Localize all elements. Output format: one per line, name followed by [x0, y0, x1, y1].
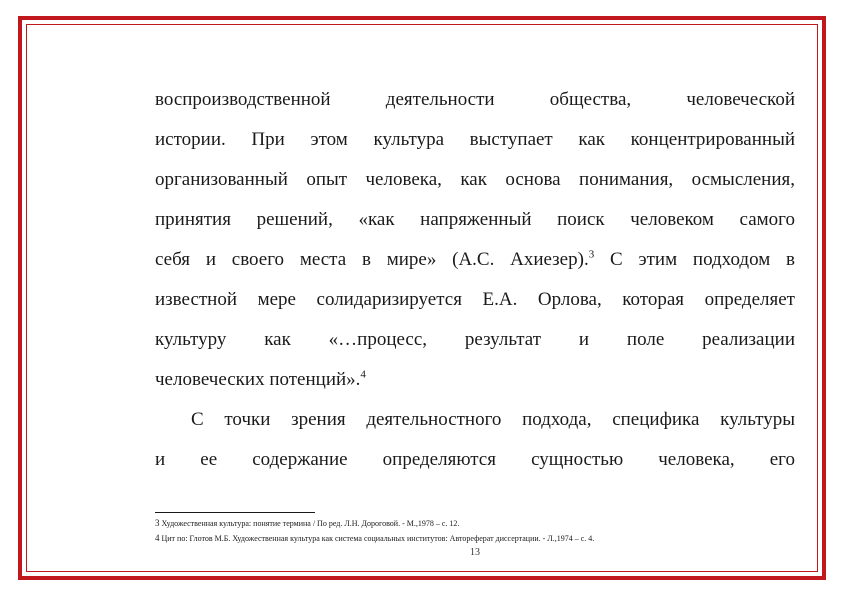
- text-line: организованный опыт человека, как основа понимания, осмысления,: [155, 169, 795, 190]
- body-text: [155, 88, 795, 478]
- footnote: [155, 533, 795, 544]
- footnote-separator: [155, 512, 315, 513]
- text-line: и ее содержание определяются сущностью человека, его: [155, 449, 795, 470]
- footnote-ref[interactable]: 4: [360, 368, 366, 381]
- text-line: воспроизводственной деятельности общества, человеческой: [155, 89, 795, 110]
- footnote-ref[interactable]: 3: [588, 248, 595, 261]
- footnote-text: Художественная культура: понятие термина / По ред. Л.Н. Дороговой. - М.,1978 – с. 12.: [161, 519, 460, 528]
- text-line: человеческих потенций».$^4$: [155, 368, 366, 390]
- text-line: принятия решений, «как напряженный поиск человеком самого: [155, 209, 795, 230]
- page-number: 13: [470, 547, 480, 558]
- text-line: себя и своего места в мире» (А.С. Ахиезер).$^3$ С этим подходом в: [155, 248, 796, 270]
- footnote-number: 3: [155, 518, 160, 528]
- footnote-number: 4: [155, 533, 160, 543]
- text-line: культуру как «…процесс, результат и поле реализации: [155, 329, 795, 350]
- text-line: истории. При этом культура выступает как концентрированный: [155, 129, 795, 150]
- footnote-text: Цит по: Глотов М.Б. Художественная культура как система социальных институтов: Автореферат диссертации. - Л.,1974 – с. 4.: [161, 534, 595, 543]
- paragraph-start-line: С точки зрения деятельностного подхода, специфика культуры: [191, 409, 795, 430]
- footnote: [155, 518, 795, 529]
- text-line: известной мере солидаризируется Е.А. Орлова, которая определяет: [155, 289, 795, 310]
